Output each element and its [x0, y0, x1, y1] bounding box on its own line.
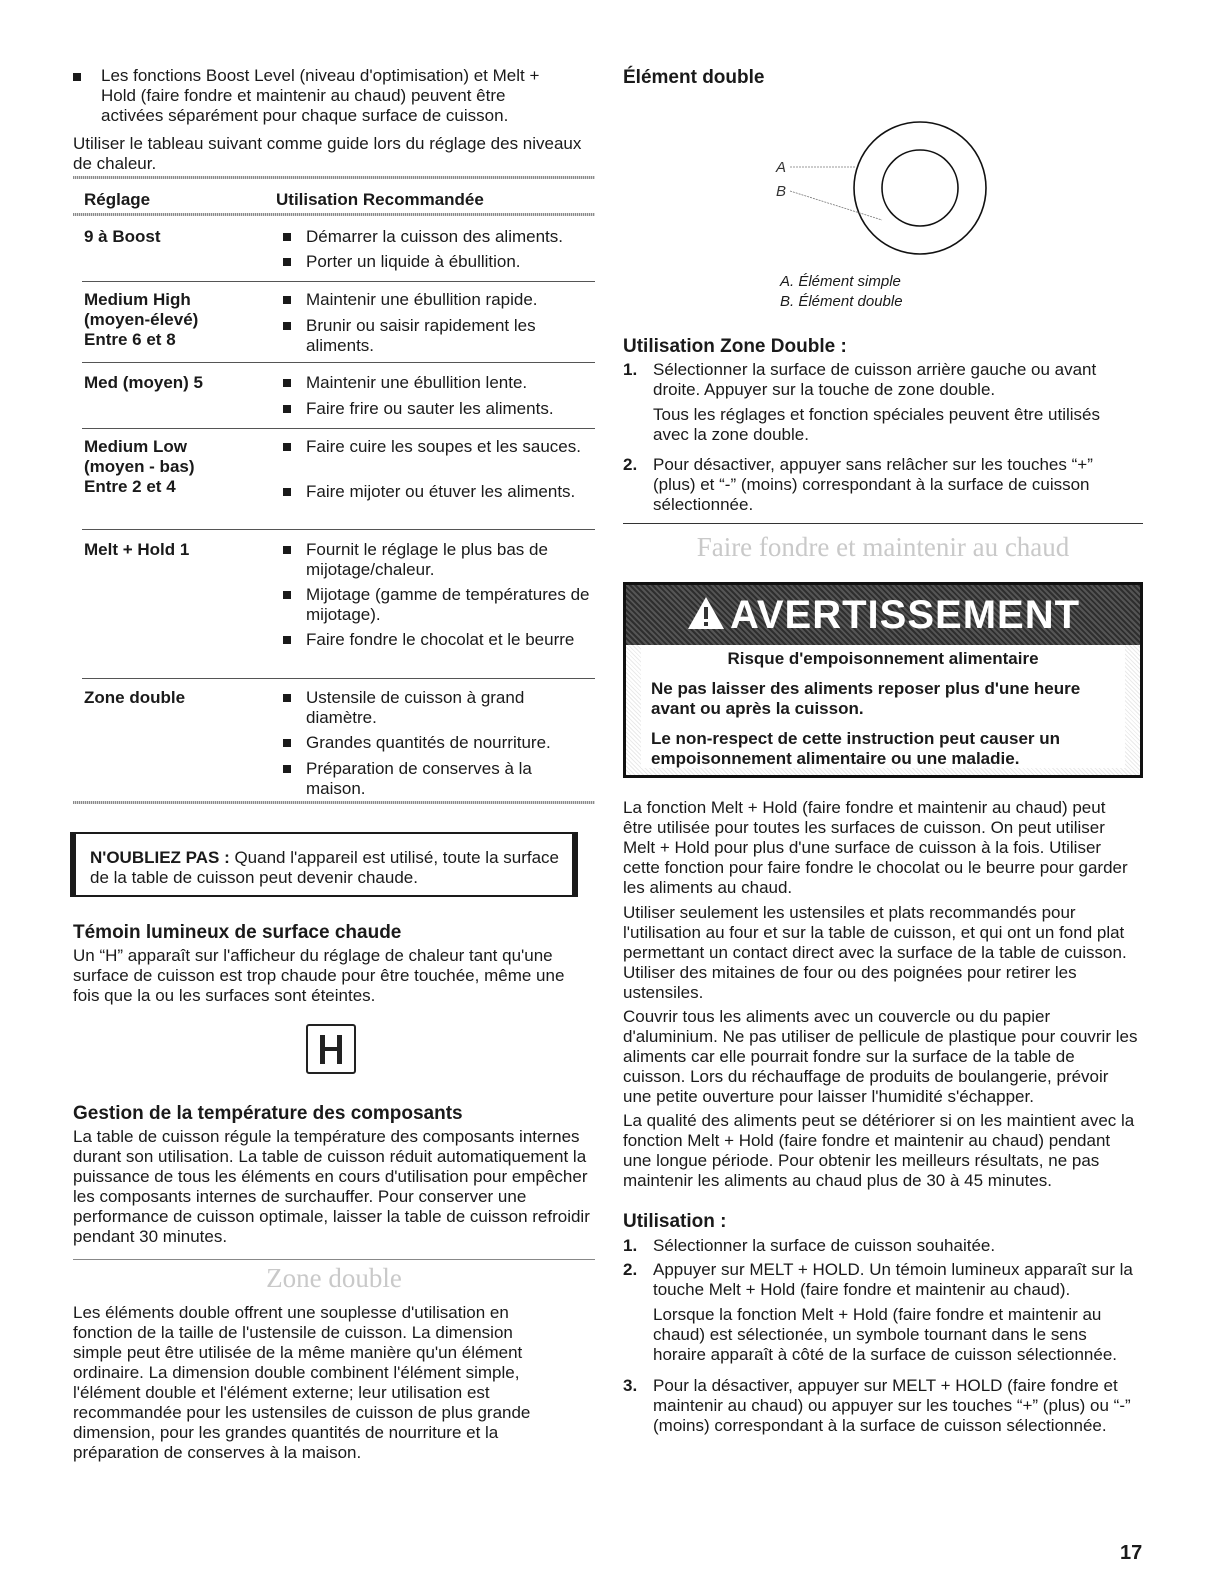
bullet-icon — [283, 258, 291, 266]
table-row-divider — [82, 362, 595, 363]
bullet-icon — [73, 73, 81, 81]
bullet-icon — [283, 739, 291, 747]
melt-hold-heading: Faire fondre et maintenir au chaud — [696, 532, 1070, 562]
diagram-label-a: A — [776, 159, 787, 176]
temperature-heading: Gestion de la température des composants — [73, 1103, 463, 1124]
table-row-label: Melt + Hold 1 — [84, 540, 190, 559]
usage-step-subtext: Lorsque la fonction Melt + Hold (faire fondre et maintenir au chaud) est sélectionée, un symbole tournant dans le sens horaire apparaît à côté de la surface de cuisson sélectionnée. — [653, 1305, 1118, 1364]
zone-double-text: Les éléments double offrent une souplesse d'utilisation en fonction de la taille de l'ustensile de cuisson. La dimension simple peut être utilisée de la même manière qu'un élément ordinaire. La dimension double combinent l'élément simple, l'élément double et l'élément externe; leur utilisation est recommandée pour les ustensiles de cuisson de plus grande dimension, pour les grandes quantités de nourriture et la préparation de conserves à la maison. — [73, 1303, 531, 1462]
table-top-divider — [73, 176, 595, 179]
bullet-icon — [283, 488, 291, 496]
zone-usage-heading: Utilisation Zone Double : — [623, 336, 847, 357]
double-element-diagram — [772, 118, 1012, 258]
reminder-box — [70, 832, 578, 897]
diagram-label-b: B — [776, 183, 787, 200]
warning-triangle-icon — [686, 595, 726, 631]
table-row-label: Med (moyen) 5 — [84, 373, 204, 392]
bullet-icon — [283, 546, 291, 554]
caption-a: A. Élément simple — [780, 273, 901, 290]
caption-b: B. Élément double — [780, 293, 903, 310]
warning-box — [623, 582, 1143, 778]
reminder-label: N'OUBLIEZ PAS : — [90, 848, 230, 867]
usage-step-text: Appuyer sur MELT + HOLD. Un témoin lumineux apparaît sur la touche Melt + Hold (faire fondre et maintenir au chaud). — [653, 1260, 1133, 1299]
zone-step-subtext: Tous les réglages et fonction spéciales peuvent être utilisés avec la zone double. — [653, 405, 1100, 444]
warning-subtitle: Risque d'empoisonnement alimentaire — [727, 649, 1039, 668]
double-element-heading: Élément double — [623, 67, 765, 88]
step-number: 1. — [623, 1236, 638, 1255]
reminder-text — [90, 848, 560, 888]
table-row-divider — [82, 529, 595, 530]
section-divider — [623, 523, 1143, 524]
step-number: 2. — [623, 455, 638, 474]
table-row-label: Medium Low (moyen - bas) Entre 2 et 4 — [84, 437, 195, 496]
page-number: 17 — [1120, 1542, 1143, 1564]
bullet-icon — [283, 296, 291, 304]
table-row-divider — [82, 281, 595, 282]
reminder-body: Quand l'appareil est utilisé, toute la surface de la table de cuisson peut devenir chaude. — [90, 848, 560, 887]
bullet-icon — [283, 405, 291, 413]
melt-paragraph-3: Couvrir tous les aliments avec un couvercle ou du papier d'aluminium. Ne pas utiliser de pellicule de plastique pour couvrir les aliments car elle pourrait fondre sur la surface de la table de cuisson. Lors du réchauffage de produits de boulangerie, prévoir une petite ouverture pour laisser l'humidité s'échapper. — [623, 1007, 1138, 1106]
table-row-label: Zone double — [84, 688, 186, 707]
bullet-icon — [283, 694, 291, 702]
melt-paragraph-2: Utiliser seulement les ustensiles et plats recommandés pour l'utilisation au four et sur la table de cuisson, et qui ont un fond plat permettant un contact direct avec la surface de la table de cuisson. Utiliser des mitaines de four ou des poignées pour retirer les ustensiles. — [623, 903, 1127, 1002]
table-header-usage: Utilisation Recommandée — [276, 190, 484, 209]
warning-line-2: Le non-respect de cette instruction peut causer un empoisonnement alimentaire ou une maladie. — [651, 729, 1061, 768]
intro-paragraph: Utiliser le tableau suivant comme guide lors du réglage des niveaux de chaleur. — [73, 134, 582, 173]
bullet-icon — [283, 233, 291, 241]
warning-line-1: Ne pas laisser des aliments reposer plus d'une heure avant ou après la cuisson. — [651, 679, 1081, 718]
hot-surface-heading: Témoin lumineux de surface chaude — [73, 922, 402, 943]
hot-surface-h-icon — [306, 1024, 356, 1074]
table-row-label: 9 à Boost — [84, 227, 161, 246]
warning-body — [626, 645, 1140, 775]
zone-step-text: Sélectionner la surface de cuisson arrière gauche ou avant droite. Appuyer sur la touche de zone double. — [653, 360, 1097, 399]
intro-bullet-text: Les fonctions Boost Level (niveau d'optimisation) et Melt + Hold (faire fondre et maintenir au chaud) peuvent être activées séparément pour chaque surface de cuisson. — [101, 66, 540, 125]
section-divider — [73, 1259, 595, 1260]
zone-double-heading: Zone double — [266, 1263, 402, 1293]
warning-banner-text: AVERTISSEMENT — [729, 593, 1081, 637]
step-number: 3. — [623, 1376, 638, 1395]
warning-banner — [626, 585, 1140, 645]
table-bottom-divider — [73, 801, 595, 804]
hot-surface-text: Un “H” apparaît sur l'afficheur du réglage de chaleur tant qu'une surface de cuisson est trop chaude pour être touchée, même une fois que la ou les surfaces sont éteintes. — [73, 946, 565, 1005]
table-header-setting: Réglage — [84, 190, 151, 209]
melt-paragraph-4: La qualité des aliments peut se détériorer si on les maintient avec la fonction Melt + Hold (faire fondre et maintenir au chaud) pendant une longue période. Pour obtenir les meilleurs résultats, ne pas maintenir les aliments au chaud plus de 30 à 45 minutes. — [623, 1111, 1135, 1190]
table-header-divider — [73, 213, 595, 216]
usage-step-text: Sélectionner la surface de cuisson souhaitée. — [653, 1236, 996, 1255]
step-number: 2. — [623, 1260, 638, 1279]
zone-step-text: Pour désactiver, appuyer sans relâcher sur les touches “+” (plus) et “-” (moins) correspondant à la surface de cuisson sélectionnée. — [653, 455, 1093, 514]
bullet-icon — [283, 379, 291, 387]
temperature-text: La table de cuisson régule la température des composants internes durant son utilisation. La table de cuisson réduit automatiquement la puissance de tous les éléments en cours d'utilisation pour empêcher les composants internes de surchauffer. Pour conserver une performance de cuisson optimale, laisser la table de cuisson refroidir pendant 30 minutes. — [73, 1127, 590, 1246]
bullet-icon — [283, 636, 291, 644]
usage-heading: Utilisation : — [623, 1211, 727, 1232]
table-row-label: Medium High (moyen-élevé) Entre 6 et 8 — [84, 290, 199, 349]
melt-paragraph-1: La fonction Melt + Hold (faire fondre et maintenir au chaud) peut être utilisée pour toutes les surfaces de cuisson. On peut utiliser Melt + Hold pour plus d'une surface de cuisson à la fois. Utiliser cette fonction pour faire fondre le chocolat ou le beurre pour garder les aliments au chaud. — [623, 798, 1128, 897]
usage-step-text: Pour la désactiver, appuyer sur MELT + HOLD (faire fondre et maintenir au chaud) ou appuyer sur les touches “+” (plus) ou “-” (moins) correspondant à la surface de cuisson sélectionnée. — [653, 1376, 1131, 1435]
bullet-icon — [283, 443, 291, 451]
bullet-icon — [283, 765, 291, 773]
step-number: 1. — [623, 360, 638, 379]
bullet-icon — [283, 591, 291, 599]
table-row-divider — [82, 428, 595, 429]
bullet-icon — [283, 322, 291, 330]
table-row-divider — [82, 678, 595, 679]
